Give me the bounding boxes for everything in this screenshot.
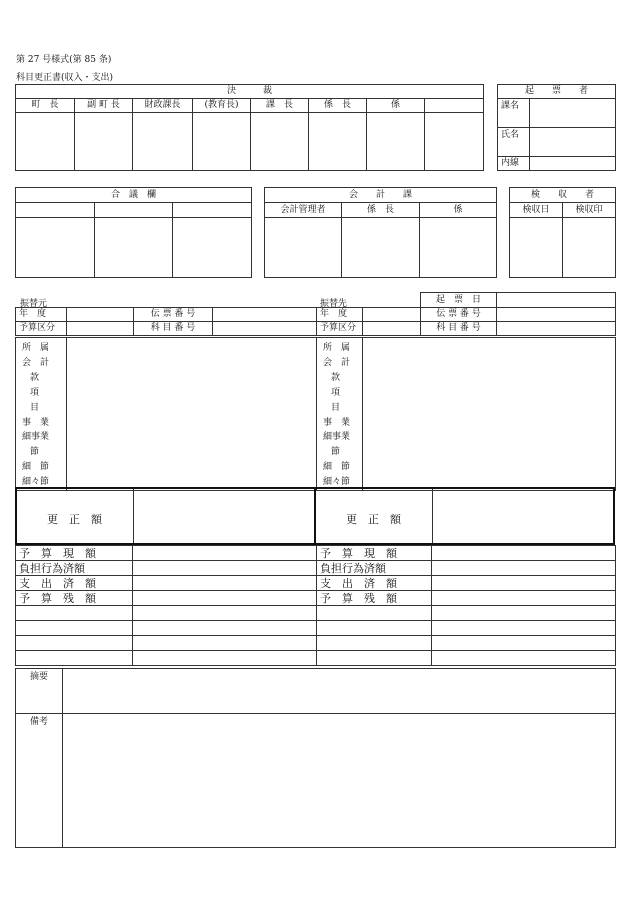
accounting-col-chief: 係 長 — [342, 203, 420, 218]
consultation-table — [15, 187, 252, 278]
dest-budget-current-field[interactable] — [432, 546, 616, 561]
source-budget-committed: 負担行為済額 — [16, 561, 133, 576]
inspection-col-seal: 検収印 — [563, 203, 616, 218]
blank-row[interactable] — [133, 606, 317, 621]
dest-account-field[interactable] — [497, 322, 616, 336]
dest-correction-field[interactable] — [434, 489, 614, 543]
accounting-table — [264, 187, 497, 278]
source-correction-label: 更 正 額 — [47, 513, 102, 526]
source-slip-label: 伝 票 番 号 — [134, 308, 213, 322]
drafter-table — [497, 84, 616, 171]
blank-row[interactable] — [317, 621, 432, 636]
consultation-seal[interactable] — [16, 218, 95, 278]
inspection-date-field[interactable] — [510, 218, 563, 278]
approval-col-blank — [425, 99, 484, 113]
approval-seal[interactable] — [425, 113, 484, 171]
source-budget-spent-field[interactable] — [133, 576, 317, 591]
source-budget-table — [15, 545, 317, 666]
transfer-dest-label: 振替先 — [320, 299, 348, 309]
blank-row[interactable] — [16, 651, 133, 666]
dest-correction-label: 更 正 額 — [346, 513, 401, 526]
source-items-table — [15, 337, 317, 491]
source-year-label: 年 度 — [16, 308, 67, 322]
source-budget-field[interactable] — [67, 322, 134, 336]
dest-slip-field[interactable] — [497, 308, 616, 322]
dest-year-label: 年 度 — [317, 308, 363, 322]
dest-account-label: 科 目 番 号 — [421, 322, 497, 336]
approval-seal[interactable] — [75, 113, 133, 171]
source-items-field[interactable] — [67, 338, 317, 491]
inspection-col-date: 検収日 — [510, 203, 563, 218]
accounting-col-staff: 係 — [420, 203, 497, 218]
approval-col-staff: 係 — [367, 99, 425, 113]
source-correction-field[interactable] — [135, 489, 315, 543]
blank-row[interactable] — [133, 621, 317, 636]
source-correction-box — [15, 487, 316, 545]
summary-field[interactable] — [63, 669, 616, 714]
source-budget-remaining: 予 算 残 額 — [16, 591, 133, 606]
approval-seal[interactable] — [367, 113, 425, 171]
consultation-title: 合 議 欄 — [16, 188, 252, 203]
approval-seal[interactable] — [193, 113, 251, 171]
blank-row[interactable] — [16, 621, 133, 636]
dest-items-table — [316, 337, 616, 491]
drafter-extension-label: 内線 — [498, 157, 530, 171]
source-budget-current-field[interactable] — [133, 546, 317, 561]
approval-col-subsection-chief: 係 長 — [309, 99, 367, 113]
form-title: 科目更正書(収入・支出) — [16, 73, 114, 83]
blank-row[interactable] — [16, 606, 133, 621]
source-budget-label: 予算区分 — [16, 322, 67, 336]
approval-col-finance: 財政課長 — [133, 99, 193, 113]
source-slip-field[interactable] — [213, 308, 317, 322]
drafter-name-field[interactable] — [530, 128, 616, 157]
approval-col-deputy: 副 町 長 — [75, 99, 133, 113]
approval-title: 決 裁 — [16, 85, 484, 99]
blank-row[interactable] — [133, 636, 317, 651]
dest-items-labels: 所 属 会 計 款 項 目 事 業 細事業 節 細 節 細々節 — [317, 338, 363, 491]
source-budget-committed-field[interactable] — [133, 561, 317, 576]
consultation-seal[interactable] — [95, 218, 173, 278]
dest-items-field[interactable] — [363, 338, 616, 491]
drafter-section-label: 課名 — [498, 99, 530, 128]
dest-budget-committed: 負担行為済額 — [317, 561, 432, 576]
approval-table — [15, 84, 484, 171]
accounting-seal[interactable] — [265, 218, 342, 278]
accounting-seal[interactable] — [342, 218, 420, 278]
accounting-seal[interactable] — [420, 218, 497, 278]
inspection-table — [509, 187, 616, 278]
draft-date-label: 起 票 日 — [421, 293, 497, 308]
remarks-field[interactable] — [63, 714, 616, 848]
form-number: 第 27 号様式(第 85 条) — [16, 55, 112, 65]
divider — [133, 489, 134, 543]
transfer-source-label: 振替元 — [20, 299, 48, 309]
inspection-seal-field[interactable] — [563, 218, 616, 278]
draft-date-field[interactable] — [497, 293, 616, 308]
source-budget-remaining-field[interactable] — [133, 591, 317, 606]
accounting-col-manager: 会計管理者 — [265, 203, 342, 218]
approval-seal[interactable] — [133, 113, 193, 171]
drafter-section-field[interactable] — [530, 99, 616, 128]
approval-col-mayor: 町 長 — [16, 99, 75, 113]
blank-row[interactable] — [432, 621, 616, 636]
dest-budget-remaining-field[interactable] — [432, 591, 616, 606]
blank-row[interactable] — [317, 606, 432, 621]
dest-header-table — [316, 307, 616, 336]
source-account-field[interactable] — [213, 322, 317, 336]
dest-budget-field[interactable] — [363, 322, 421, 336]
drafter-title: 起 票 者 — [498, 85, 616, 99]
drafter-name-label: 氏名 — [498, 128, 530, 157]
dest-budget-committed-field[interactable] — [432, 561, 616, 576]
dest-year-field[interactable] — [363, 308, 421, 322]
source-header-table — [15, 307, 317, 336]
summary-remarks-table — [15, 668, 616, 848]
summary-label: 摘要 — [16, 669, 63, 714]
source-account-label: 科 目 番 号 — [134, 322, 213, 336]
dest-correction-box — [314, 487, 615, 545]
inspection-title: 検 収 者 — [510, 188, 616, 203]
blank-row[interactable] — [432, 606, 616, 621]
dest-budget-current: 予 算 現 額 — [317, 546, 432, 561]
blank-row[interactable] — [432, 651, 616, 666]
source-year-field[interactable] — [67, 308, 134, 322]
blank-row[interactable] — [133, 651, 317, 666]
accounting-title: 会 計 課 — [265, 188, 497, 203]
blank-row[interactable] — [317, 651, 432, 666]
dest-budget-remaining: 予 算 残 額 — [317, 591, 432, 606]
dest-slip-label: 伝 票 番 号 — [421, 308, 497, 322]
approval-seal[interactable] — [16, 113, 75, 171]
dest-budget-spent-field[interactable] — [432, 576, 616, 591]
blank-row[interactable] — [317, 636, 432, 651]
consultation-seal[interactable] — [173, 218, 252, 278]
dest-budget-spent: 支 出 済 額 — [317, 576, 432, 591]
approval-col-education: (教育長) — [193, 99, 251, 113]
dest-budget-table — [316, 545, 616, 666]
source-budget-current: 予 算 現 額 — [16, 546, 133, 561]
divider — [432, 489, 433, 543]
dest-budget-label: 予算区分 — [317, 322, 363, 336]
draft-date-row — [420, 292, 616, 308]
blank-row[interactable] — [16, 636, 133, 651]
remarks-label: 備考 — [16, 714, 63, 848]
approval-seal[interactable] — [309, 113, 367, 171]
drafter-extension-field[interactable] — [530, 157, 616, 171]
source-items-labels: 所 属 会 計 款 項 目 事 業 細事業 節 細 節 細々節 — [16, 338, 67, 491]
approval-col-section-chief: 課 長 — [251, 99, 309, 113]
blank-row[interactable] — [432, 636, 616, 651]
approval-seal[interactable] — [251, 113, 309, 171]
source-budget-spent: 支 出 済 額 — [16, 576, 133, 591]
